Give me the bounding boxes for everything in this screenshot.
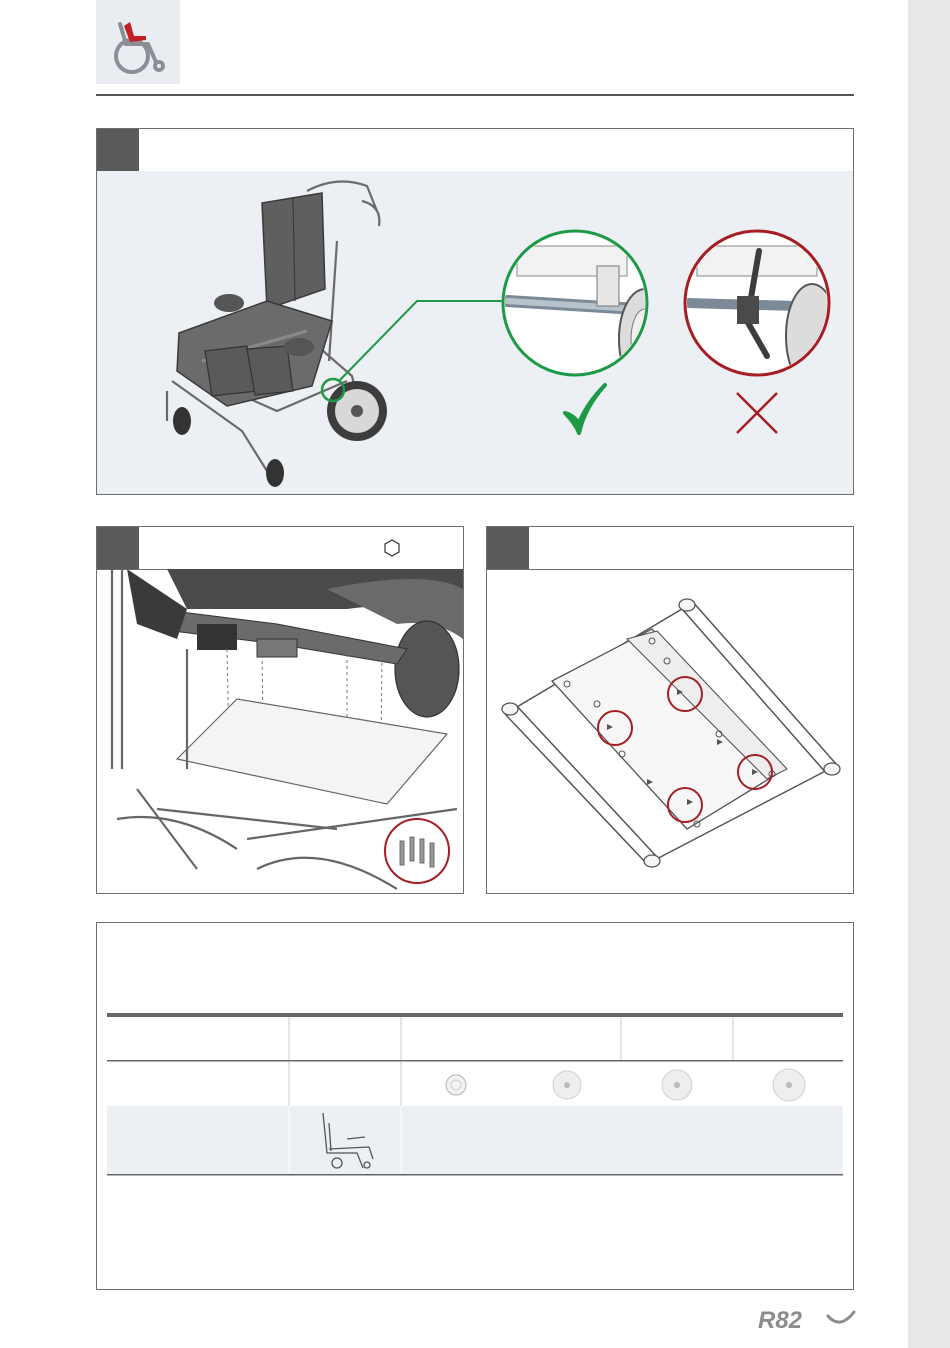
wheelchair-icon (96, 0, 180, 84)
step-panel-2-header (97, 527, 463, 570)
cross-icon (737, 393, 777, 433)
step-panel-2 (96, 526, 464, 894)
step-panel-2-illustration (97, 569, 463, 893)
table-row (107, 1106, 843, 1174)
step-panel-1 (96, 128, 854, 495)
rear-wheel (327, 381, 387, 441)
hexagon-icon (383, 539, 401, 557)
svg-text:R82: R82 (758, 1307, 803, 1334)
step-panel-1-header (97, 129, 853, 172)
check-icon (565, 385, 605, 433)
incorrect-detail-view (685, 231, 838, 388)
specification-table-panel (96, 922, 854, 1290)
step-panel-3-illustration (487, 569, 853, 893)
step-panel-1-illustration (97, 171, 853, 494)
step-number-box (97, 527, 139, 569)
bolts-detail-view (385, 819, 449, 883)
step-panel-3 (486, 526, 854, 894)
wheel-size-icons (446, 1069, 805, 1101)
header-wheelchair-tile (96, 0, 180, 84)
step-number-box (97, 129, 139, 171)
correct-detail-view (503, 231, 671, 389)
step-number-box (487, 527, 529, 569)
header-divider (96, 94, 854, 96)
brand-logo (758, 1302, 858, 1336)
page-side-strip (908, 0, 950, 1348)
step-panel-3-header (487, 527, 853, 570)
